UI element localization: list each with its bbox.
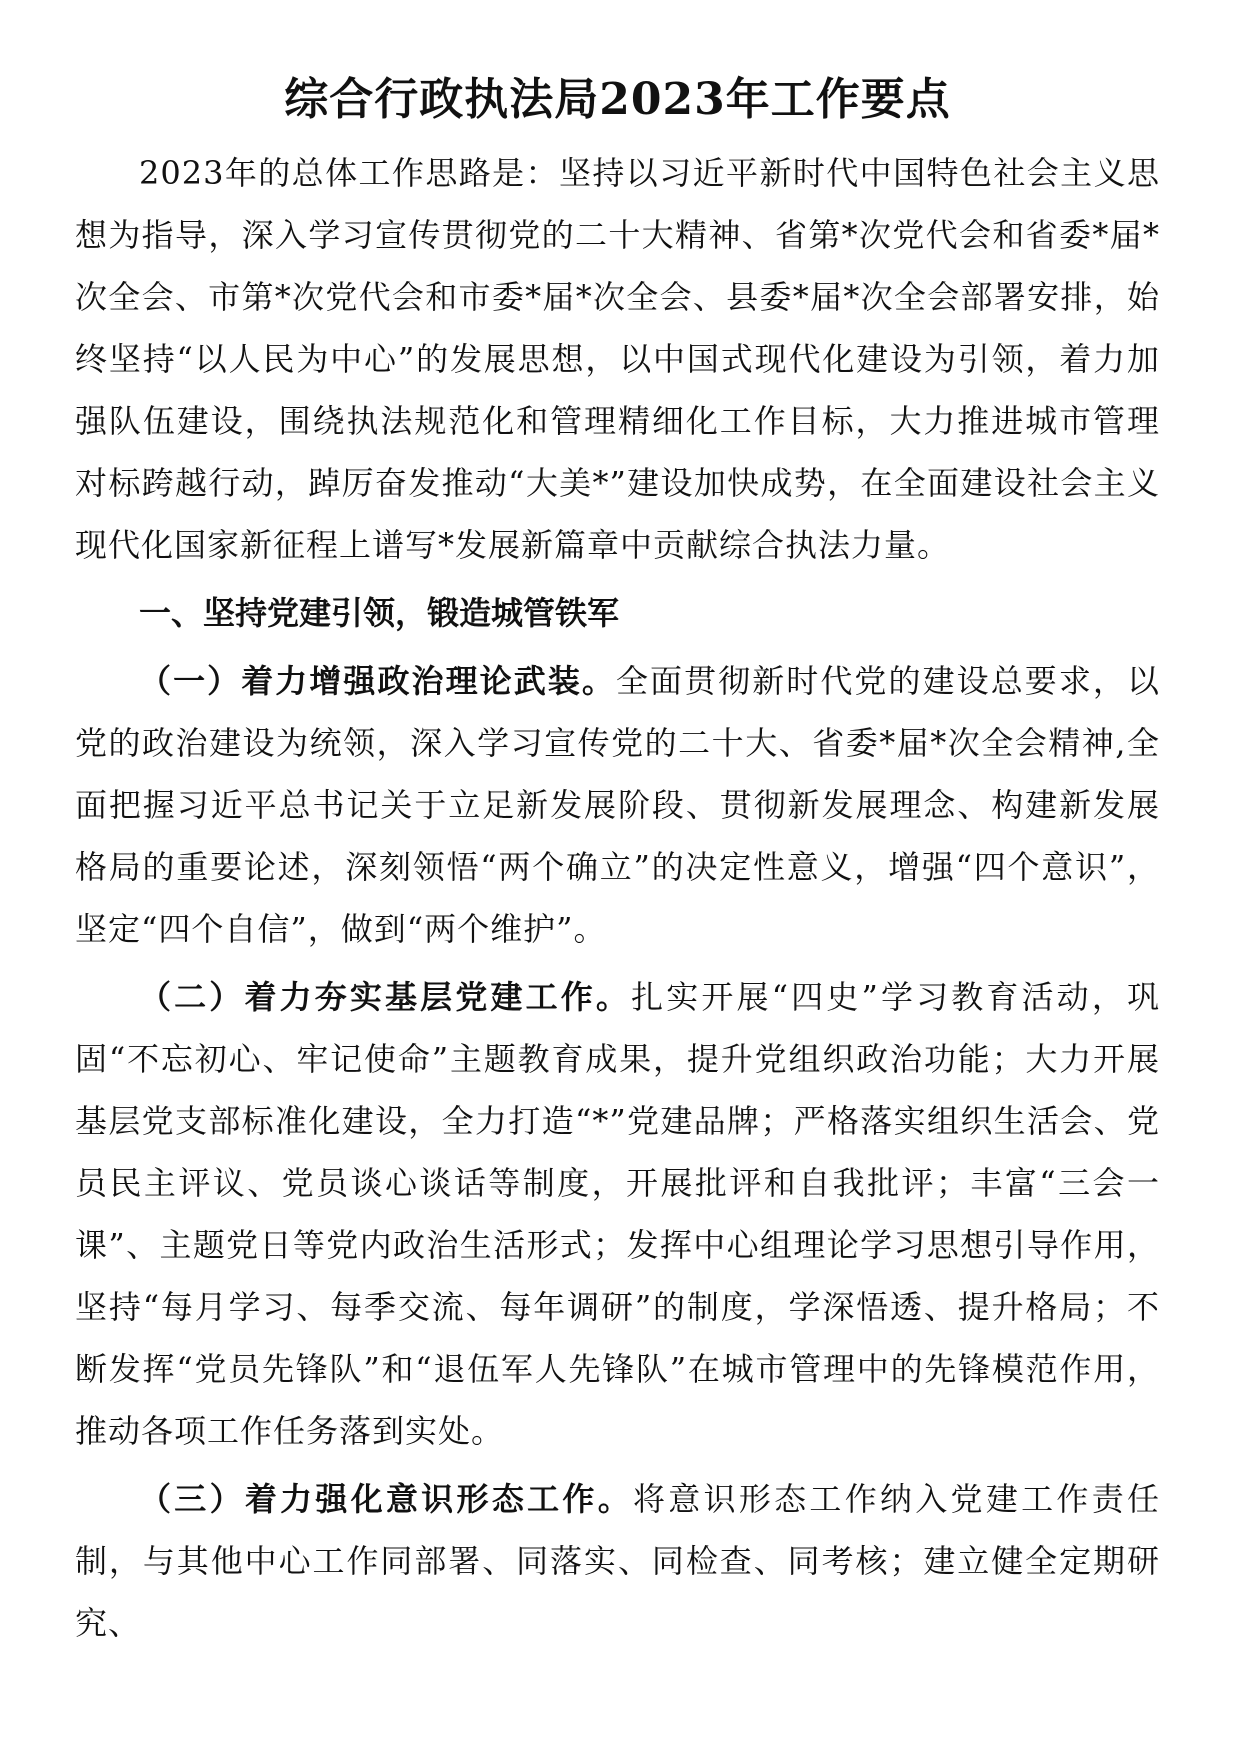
item-body-1: 全面贯彻新时代党的建设总要求，以党的政治建设为统领，深入学习宣传党的二十大、省委*届*次全会精神,全面把握习近平总书记关于立足新发展阶段、贯彻新发展理念、构建新发展格局的重要论述，深刻领悟“两个确立”的决定性意义，增强“四个意识”，坚定“四个自信”，做到“两个维护”。	[75, 662, 1160, 948]
item-lead-1: （一）着力增强政治理论武装。	[139, 662, 616, 700]
document-title: 综合行政执法局2023年工作要点	[284, 74, 951, 125]
item-paragraph-2	[75, 966, 1160, 1462]
item-lead-2: （二）着力夯实基层党建工作。	[139, 978, 632, 1016]
item-paragraph-1	[75, 650, 1160, 960]
item-lead-3: （三）着力强化意识形态工作。	[139, 1480, 633, 1518]
section-heading: 一、坚持党建引领，锻造城管铁军	[139, 594, 620, 632]
item-body-3: 将意识形态工作纳入党建工作责任制，与其他中心工作同部署、同落实、同检查、同考核；建立健全定期研究、	[75, 1480, 1160, 1642]
intro-paragraph: 2023年的总体工作思路是：坚持以习近平新时代中国特色社会主义思想为指导，深入学习宣传贯彻党的二十大精神、省第*次党代会和省委*届*次全会、市第*次党代会和市委*届*次全会、县委*届*次全会部署安排，始终坚持“以人民为中心”的发展思想，以中国式现代化建设为引领，着力加强队伍建设，围绕执法规范化和管理精细化工作目标，大力推进城市管理对标跨越行动，踔厉奋发推动“大美*”建设加快成势，在全面建设社会主义现代化国家新征程上谱写*发展新篇章中贡献综合执法力量。	[75, 154, 1160, 564]
item-body-2: 扎实开展“四史”学习教育活动，巩固“不忘初心、牢记使命”主题教育成果，提升党组织政治功能；大力开展基层党支部标准化建设，全力打造“*”党建品牌；严格落实组织生活会、党员民主评议、党员谈心谈话等制度，开展批评和自我批评；丰富“三会一课”、主题党日等党内政治生活形式；发挥中心组理论学习思想引导作用，坚持“每月学习、每季交流、每年调研”的制度，学深悟透、提升格局；不断发挥“党员先锋队”和“退伍军人先锋队”在城市管理中的先锋模范作用，推动各项工作任务落到实处。	[75, 978, 1160, 1450]
item-paragraph-3	[75, 1468, 1160, 1654]
document-page	[75, 70, 1160, 1654]
